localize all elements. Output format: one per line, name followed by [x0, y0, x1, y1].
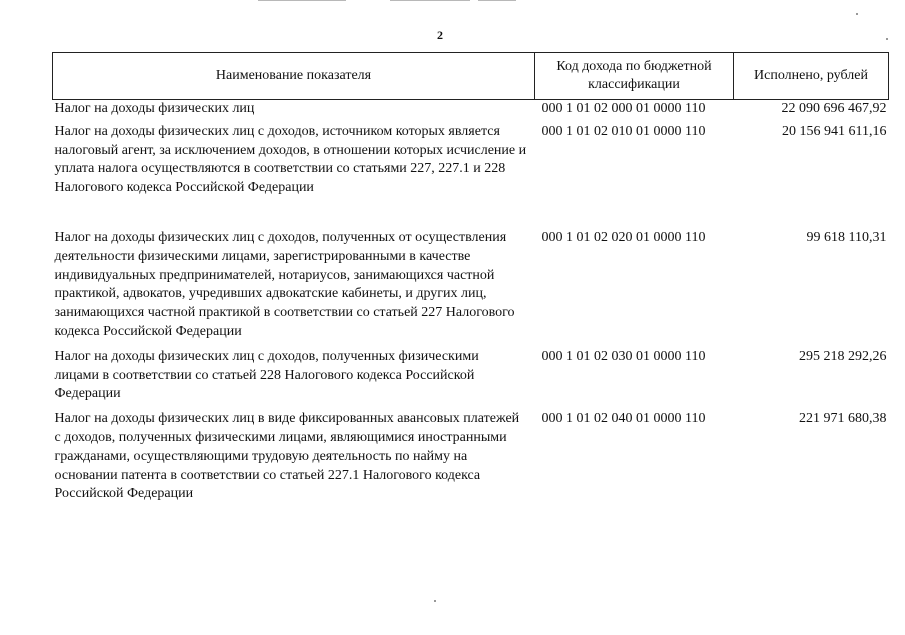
scan-artifact-dot [886, 38, 888, 40]
executed-amount: 295 218 292,26 [799, 348, 887, 364]
executed-amount: 221 971 680,38 [799, 411, 887, 427]
header-budget-code: Код дохода по бюджетной классификации [535, 53, 734, 100]
executed-amount: 99 618 110,31 [806, 229, 887, 245]
executed-amount: 20 156 941 611,16 [782, 123, 887, 139]
table-row [53, 229, 889, 348]
table-row [53, 348, 889, 410]
indicator-name: Налог на доходы физических лиц с доходов, полученных от осуществления деятельности физическими лицами, зарегистрированными в качестве индивидуальных предпринимателей, нотариусов, занимающихся частной практикой, адвокатов, учредивших адвокатские кабинеты, и других лиц, занимающихся частной практикой в соответствии со статьей 227 Налогового кодекса Российской Федерации [54, 229, 515, 339]
executed-amount: 22 090 696 467,92 [781, 101, 887, 116]
scan-artifact-line [258, 0, 346, 1]
indicator-name: Налог на доходы физических лиц с доходов, источником которых является налоговый агент, за исключением доходов, в отношении которых исчисление и уплата налога осуществляются в соответствии со статьями 227, 227.1 и 228 Налогового кодекса Российской Федерации [54, 123, 527, 196]
revenue-table [52, 52, 889, 504]
table-row [53, 410, 889, 504]
budget-code: 000 1 01 02 040 01 0000 110 [541, 411, 706, 427]
budget-code: 000 1 01 02 020 01 0000 110 [541, 229, 706, 245]
indicator-name: Налог на доходы физических лиц с доходов, полученных физическими лицами в соответствии со статьей 228 Налогового кодекса Российской Федерации [54, 348, 479, 402]
budget-code: 000 1 01 02 010 01 0000 110 [541, 123, 706, 139]
scan-artifact-dot [434, 600, 436, 602]
budget-code: 000 1 01 02 000 01 0000 110 [541, 101, 706, 116]
table-row [53, 100, 889, 123]
scan-artifact-line [390, 0, 470, 1]
header-indicator-name: Наименование показателя [53, 53, 535, 100]
budget-code: 000 1 01 02 030 01 0000 110 [541, 348, 706, 364]
page-number: 2 [437, 28, 443, 42]
scan-artifact-line [478, 0, 516, 1]
indicator-name: Налог на доходы физических лиц [54, 101, 255, 116]
indicator-name: Налог на доходы физических лиц в виде фиксированных авансовых платежей с доходов, полученных физическими лицами, являющимися иностранными гражданами, осуществляющими трудовую деятельность по найму на основании патента в соответствии со статьей 227.1 Налогового кодекса Российской Федерации [54, 411, 520, 502]
table-header-row [53, 53, 889, 100]
table-row [53, 123, 889, 229]
header-executed-amount: Исполнено, рублей [734, 53, 889, 100]
scan-artifact-dot [856, 13, 858, 15]
